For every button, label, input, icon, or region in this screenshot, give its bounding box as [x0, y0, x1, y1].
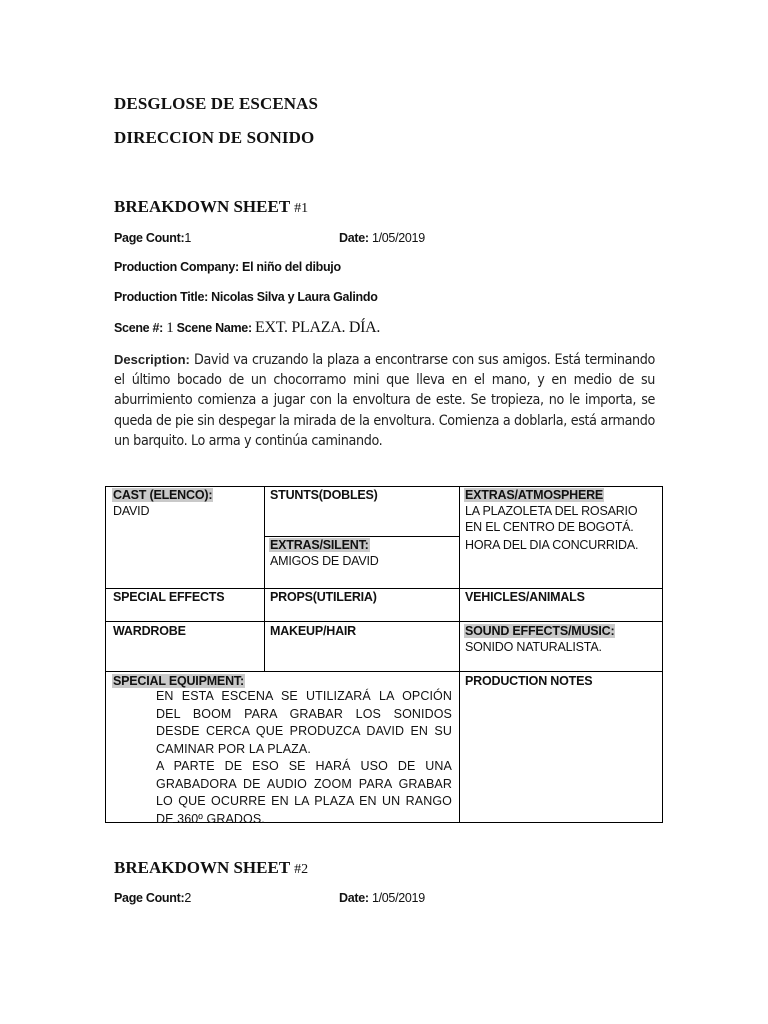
description-text: David va cruzando la plaza a encontrarse con sus amigos. Está terminando el último bocado de un chocorramo mini que lleva en el mano, y en medio de su aburrimiento comienza a jugar con la envoltura de este. Se tropieza, no le importa, se queda de pie sin despegar la mirada de la envoltura. Comienza a doblarla, está armando un barquito. Lo arma y continúa caminando.: [114, 352, 656, 449]
stunts-label: STUNTS(DOBLES): [270, 488, 378, 502]
scene-name-label: Scene Name:: [176, 321, 252, 335]
sheet2-heading-label: BREAKDOWN SHEET: [114, 858, 290, 877]
scene-num-value: 1: [166, 320, 174, 336]
special-equipment-paragraph: EN ESTA ESCENA SE UTILIZARÁ LA OPCIÓN DEL BOOM PARA GRABAR LOS SONIDOS DESDE CERCA QUE PRODUZCA DAVID EN SU CAMINAR POR LA PLAZA.: [156, 689, 452, 756]
sheet2-date: [339, 891, 425, 905]
table-border: [662, 486, 663, 823]
sound-effects-value: SONIDO NATURALISTA.: [465, 640, 602, 654]
props-label: PROPS(UTILERIA): [270, 590, 377, 604]
table-border: [105, 486, 663, 487]
table-border: [264, 536, 459, 537]
special-equipment-text: [156, 688, 452, 828]
document-title: DESGLOSE DE ESCENAS: [114, 94, 319, 113]
vehicles-label: VEHICLES/ANIMALS: [465, 590, 585, 604]
date-value: 1/05/2019: [371, 891, 425, 905]
special-effects-label: SPECIAL EFFECTS: [113, 590, 225, 604]
extras-atmosphere-line3: HORA DEL DIA CONCURRIDA.: [465, 538, 639, 552]
description-label: Description:: [114, 352, 190, 367]
table-border: [105, 588, 663, 589]
sheet2-number: #2: [294, 862, 309, 877]
date-label: Date:: [339, 891, 369, 905]
table-border: [459, 486, 460, 823]
wardrobe-label: WARDROBE: [113, 624, 186, 638]
special-equipment-paragraph: A PARTE DE ESO SE HARÁ USO DE UNA GRABADORA DE AUDIO ZOOM PARA GRABAR LO QUE OCURRE EN LA PLAZA EN UN RANGO DE 360º GRADOS.: [156, 759, 452, 826]
page-count-value: 2: [184, 891, 191, 905]
table-border: [264, 486, 265, 672]
sheet1-date: [339, 231, 425, 245]
table-border: [105, 486, 106, 823]
extras-silent-value: AMIGOS DE DAVID: [270, 554, 379, 568]
production-notes-label: PRODUCTION NOTES: [465, 674, 593, 688]
extras-atmosphere-label: EXTRAS/ATMOSPHERE: [465, 488, 604, 502]
date-label: Date:: [339, 231, 369, 245]
production-title-value: Nicolas Silva y Laura Galindo: [211, 290, 378, 304]
scene-num-label: Scene #:: [114, 321, 164, 335]
table-border: [105, 621, 663, 622]
makeup-label: MAKEUP/HAIR: [270, 624, 356, 638]
sheet1-description: [114, 350, 655, 451]
document-subtitle: DIRECCION DE SONIDO: [114, 128, 315, 147]
sheet1-production-title: [114, 290, 378, 304]
sheet2-page-count: [114, 891, 191, 905]
sheet1-production-company: [114, 260, 341, 274]
sheet1-scene: [114, 319, 380, 337]
page-count-label: Page Count:: [114, 231, 185, 245]
production-title-label: Production Title:: [114, 290, 208, 304]
sound-effects-label: SOUND EFFECTS/MUSIC:: [465, 624, 615, 638]
scene-name-value: EXT. PLAZA. DÍA.: [255, 319, 381, 336]
date-value: 1/05/2019: [371, 231, 425, 245]
table-border: [105, 671, 663, 672]
page-count-label: Page Count:: [114, 891, 185, 905]
extras-atmosphere-line2: EN EL CENTRO DE BOGOTÁ.: [465, 520, 634, 534]
page-count-value: 1: [184, 231, 191, 245]
extras-atmosphere-line1: LA PLAZOLETA DEL ROSARIO: [465, 504, 638, 518]
production-company-value: El niño del dibujo: [242, 260, 341, 274]
cast-value: DAVID: [113, 504, 150, 518]
sheet1-number: #1: [294, 201, 309, 216]
sheet1-heading: [114, 197, 308, 217]
production-company-label: Production Company:: [114, 260, 239, 274]
extras-silent-label: EXTRAS/SILENT:: [270, 538, 369, 552]
sheet1-heading-label: BREAKDOWN SHEET: [114, 197, 290, 216]
sheet1-page-count: [114, 231, 191, 245]
special-equipment-label: SPECIAL EQUIPMENT:: [113, 674, 244, 688]
sheet2-heading: [114, 858, 308, 878]
cast-label: CAST (ELENCO):: [113, 488, 213, 502]
